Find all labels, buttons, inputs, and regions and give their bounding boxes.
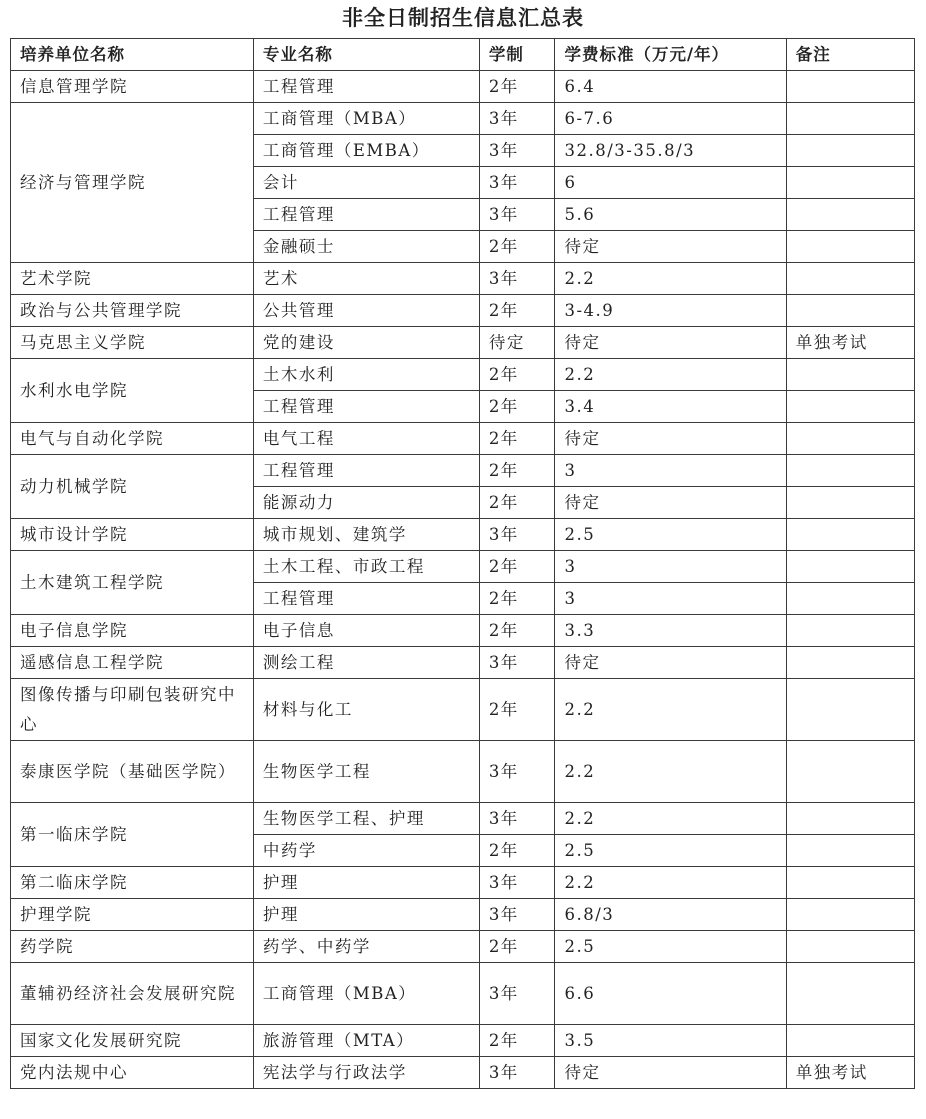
duration-cell: 2年	[479, 455, 555, 487]
major-cell: 测绘工程	[253, 647, 479, 679]
major-cell: 护理	[253, 867, 479, 899]
major-cell: 工商管理（MBA）	[253, 103, 479, 135]
unit-name-cell: 董辅礽经济社会发展研究院	[11, 963, 254, 1025]
fee-cell: 3.3	[555, 615, 786, 647]
note-cell	[786, 803, 914, 835]
fee-cell: 3	[555, 455, 786, 487]
fee-cell: 5.6	[555, 199, 786, 231]
table-row	[11, 295, 915, 327]
duration-cell: 2年	[479, 359, 555, 391]
duration-cell: 2年	[479, 423, 555, 455]
unit-name-cell: 电气与自动化学院	[11, 423, 254, 455]
table-row	[11, 423, 915, 455]
duration-cell: 3年	[479, 741, 555, 803]
major-cell: 会计	[253, 167, 479, 199]
major-cell: 生物医学工程	[253, 741, 479, 803]
fee-cell: 待定	[555, 487, 786, 519]
table-body	[11, 71, 915, 1089]
header-note: 备注	[786, 39, 914, 71]
note-cell	[786, 199, 914, 231]
fee-cell: 2.2	[555, 263, 786, 295]
major-cell: 药学、中药学	[253, 931, 479, 963]
table-row	[11, 741, 915, 803]
note-cell	[786, 71, 914, 103]
unit-name-cell: 艺术学院	[11, 263, 254, 295]
duration-cell: 2年	[479, 931, 555, 963]
fee-cell: 2.5	[555, 931, 786, 963]
note-cell	[786, 519, 914, 551]
fee-cell: 2.5	[555, 835, 786, 867]
unit-name-cell: 经济与管理学院	[11, 103, 254, 263]
duration-cell: 2年	[479, 231, 555, 263]
duration-cell: 2年	[479, 391, 555, 423]
duration-cell: 2年	[479, 71, 555, 103]
major-cell: 生物医学工程、护理	[253, 803, 479, 835]
major-cell: 党的建设	[253, 327, 479, 359]
unit-name-cell: 国家文化发展研究院	[11, 1025, 254, 1057]
major-cell: 宪法学与行政法学	[253, 1057, 479, 1089]
duration-cell: 3年	[479, 519, 555, 551]
note-cell	[786, 359, 914, 391]
fee-cell: 3.4	[555, 391, 786, 423]
table-row	[11, 803, 915, 835]
fee-cell: 待定	[555, 327, 786, 359]
note-cell	[786, 167, 914, 199]
fee-cell: 待定	[555, 1057, 786, 1089]
fee-cell: 6.6	[555, 963, 786, 1025]
header-major: 专业名称	[253, 39, 479, 71]
unit-name-cell: 政治与公共管理学院	[11, 295, 254, 327]
duration-cell: 2年	[479, 835, 555, 867]
unit-name-cell: 药学院	[11, 931, 254, 963]
table-row	[11, 455, 915, 487]
fee-cell: 6	[555, 167, 786, 199]
enrollment-table	[10, 38, 915, 1089]
table-row	[11, 103, 915, 135]
unit-name-cell: 第一临床学院	[11, 803, 254, 867]
note-cell	[786, 741, 914, 803]
table-row	[11, 615, 915, 647]
major-cell: 工程管理	[253, 199, 479, 231]
duration-cell: 待定	[479, 327, 555, 359]
major-cell: 护理	[253, 899, 479, 931]
major-cell: 工商管理（EMBA）	[253, 135, 479, 167]
duration-cell: 3年	[479, 899, 555, 931]
duration-cell: 3年	[479, 867, 555, 899]
major-cell: 艺术	[253, 263, 479, 295]
major-cell: 工程管理	[253, 455, 479, 487]
duration-cell: 2年	[479, 487, 555, 519]
major-cell: 电子信息	[253, 615, 479, 647]
major-cell: 材料与化工	[253, 679, 479, 741]
unit-name-cell: 水利水电学院	[11, 359, 254, 423]
note-cell	[786, 583, 914, 615]
major-cell: 中药学	[253, 835, 479, 867]
table-row	[11, 867, 915, 899]
fee-cell: 待定	[555, 423, 786, 455]
major-cell: 金融硕士	[253, 231, 479, 263]
duration-cell: 3年	[479, 963, 555, 1025]
fee-cell: 2.2	[555, 867, 786, 899]
table-row	[11, 679, 915, 741]
table-row	[11, 327, 915, 359]
major-cell: 旅游管理（MTA）	[253, 1025, 479, 1057]
major-cell: 城市规划、建筑学	[253, 519, 479, 551]
note-cell	[786, 231, 914, 263]
note-cell	[786, 867, 914, 899]
fee-cell: 3	[555, 551, 786, 583]
major-cell: 工程管理	[253, 391, 479, 423]
unit-name-cell: 动力机械学院	[11, 455, 254, 519]
duration-cell: 3年	[479, 803, 555, 835]
table-row	[11, 263, 915, 295]
header-unit-name: 培养单位名称	[11, 39, 254, 71]
header-duration: 学制	[479, 39, 555, 71]
unit-name-cell: 图像传播与印刷包装研究中心	[11, 679, 254, 741]
note-cell	[786, 615, 914, 647]
major-cell: 工商管理（MBA）	[253, 963, 479, 1025]
unit-name-cell: 马克思主义学院	[11, 327, 254, 359]
table-row	[11, 899, 915, 931]
major-cell: 能源动力	[253, 487, 479, 519]
fee-cell: 待定	[555, 231, 786, 263]
unit-name-cell: 土木建筑工程学院	[11, 551, 254, 615]
duration-cell: 3年	[479, 647, 555, 679]
note-cell	[786, 1025, 914, 1057]
duration-cell: 2年	[479, 615, 555, 647]
table-row	[11, 359, 915, 391]
major-cell: 电气工程	[253, 423, 479, 455]
table-row	[11, 519, 915, 551]
duration-cell: 3年	[479, 103, 555, 135]
unit-name-cell: 第二临床学院	[11, 867, 254, 899]
note-cell	[786, 135, 914, 167]
fee-cell: 32.8/3-35.8/3	[555, 135, 786, 167]
unit-name-cell: 电子信息学院	[11, 615, 254, 647]
table-row	[11, 647, 915, 679]
unit-name-cell: 护理学院	[11, 899, 254, 931]
note-cell	[786, 263, 914, 295]
note-cell	[786, 647, 914, 679]
duration-cell: 2年	[479, 551, 555, 583]
duration-cell: 3年	[479, 167, 555, 199]
major-cell: 工程管理	[253, 71, 479, 103]
unit-name-cell: 泰康医学院（基础医学院）	[11, 741, 254, 803]
table-row	[11, 71, 915, 103]
duration-cell: 2年	[479, 1025, 555, 1057]
page-title: 非全日制招生信息汇总表	[342, 6, 584, 30]
fee-cell: 6.4	[555, 71, 786, 103]
fee-cell: 3-4.9	[555, 295, 786, 327]
duration-cell: 3年	[479, 199, 555, 231]
note-cell	[786, 455, 914, 487]
duration-cell: 3年	[479, 135, 555, 167]
note-cell	[786, 295, 914, 327]
header-fee: 学费标准（万元/年）	[555, 39, 786, 71]
unit-name-cell: 信息管理学院	[11, 71, 254, 103]
fee-cell: 6.8/3	[555, 899, 786, 931]
duration-cell: 2年	[479, 295, 555, 327]
note-cell	[786, 103, 914, 135]
table-row	[11, 963, 915, 1025]
duration-cell: 3年	[479, 263, 555, 295]
fee-cell: 6-7.6	[555, 103, 786, 135]
table-row	[11, 551, 915, 583]
fee-cell: 待定	[555, 647, 786, 679]
header-row	[11, 39, 915, 71]
note-cell	[786, 835, 914, 867]
fee-cell: 2.2	[555, 803, 786, 835]
fee-cell: 2.5	[555, 519, 786, 551]
unit-name-cell: 遥感信息工程学院	[11, 647, 254, 679]
fee-cell: 2.2	[555, 359, 786, 391]
note-cell	[786, 551, 914, 583]
table-row	[11, 931, 915, 963]
major-cell: 工程管理	[253, 583, 479, 615]
fee-cell: 2.2	[555, 679, 786, 741]
fee-cell: 3	[555, 583, 786, 615]
note-cell	[786, 423, 914, 455]
note-cell: 单独考试	[786, 327, 914, 359]
note-cell	[786, 487, 914, 519]
note-cell: 单独考试	[786, 1057, 914, 1089]
note-cell	[786, 391, 914, 423]
unit-name-cell: 党内法规中心	[11, 1057, 254, 1089]
fee-cell: 2.2	[555, 741, 786, 803]
unit-name-cell: 城市设计学院	[11, 519, 254, 551]
major-cell: 公共管理	[253, 295, 479, 327]
major-cell: 土木工程、市政工程	[253, 551, 479, 583]
table-row	[11, 1025, 915, 1057]
note-cell	[786, 679, 914, 741]
note-cell	[786, 931, 914, 963]
duration-cell: 2年	[479, 679, 555, 741]
table-row	[11, 1057, 915, 1089]
fee-cell: 3.5	[555, 1025, 786, 1057]
duration-cell: 3年	[479, 1057, 555, 1089]
note-cell	[786, 963, 914, 1025]
duration-cell: 2年	[479, 583, 555, 615]
note-cell	[786, 899, 914, 931]
major-cell: 土木水利	[253, 359, 479, 391]
